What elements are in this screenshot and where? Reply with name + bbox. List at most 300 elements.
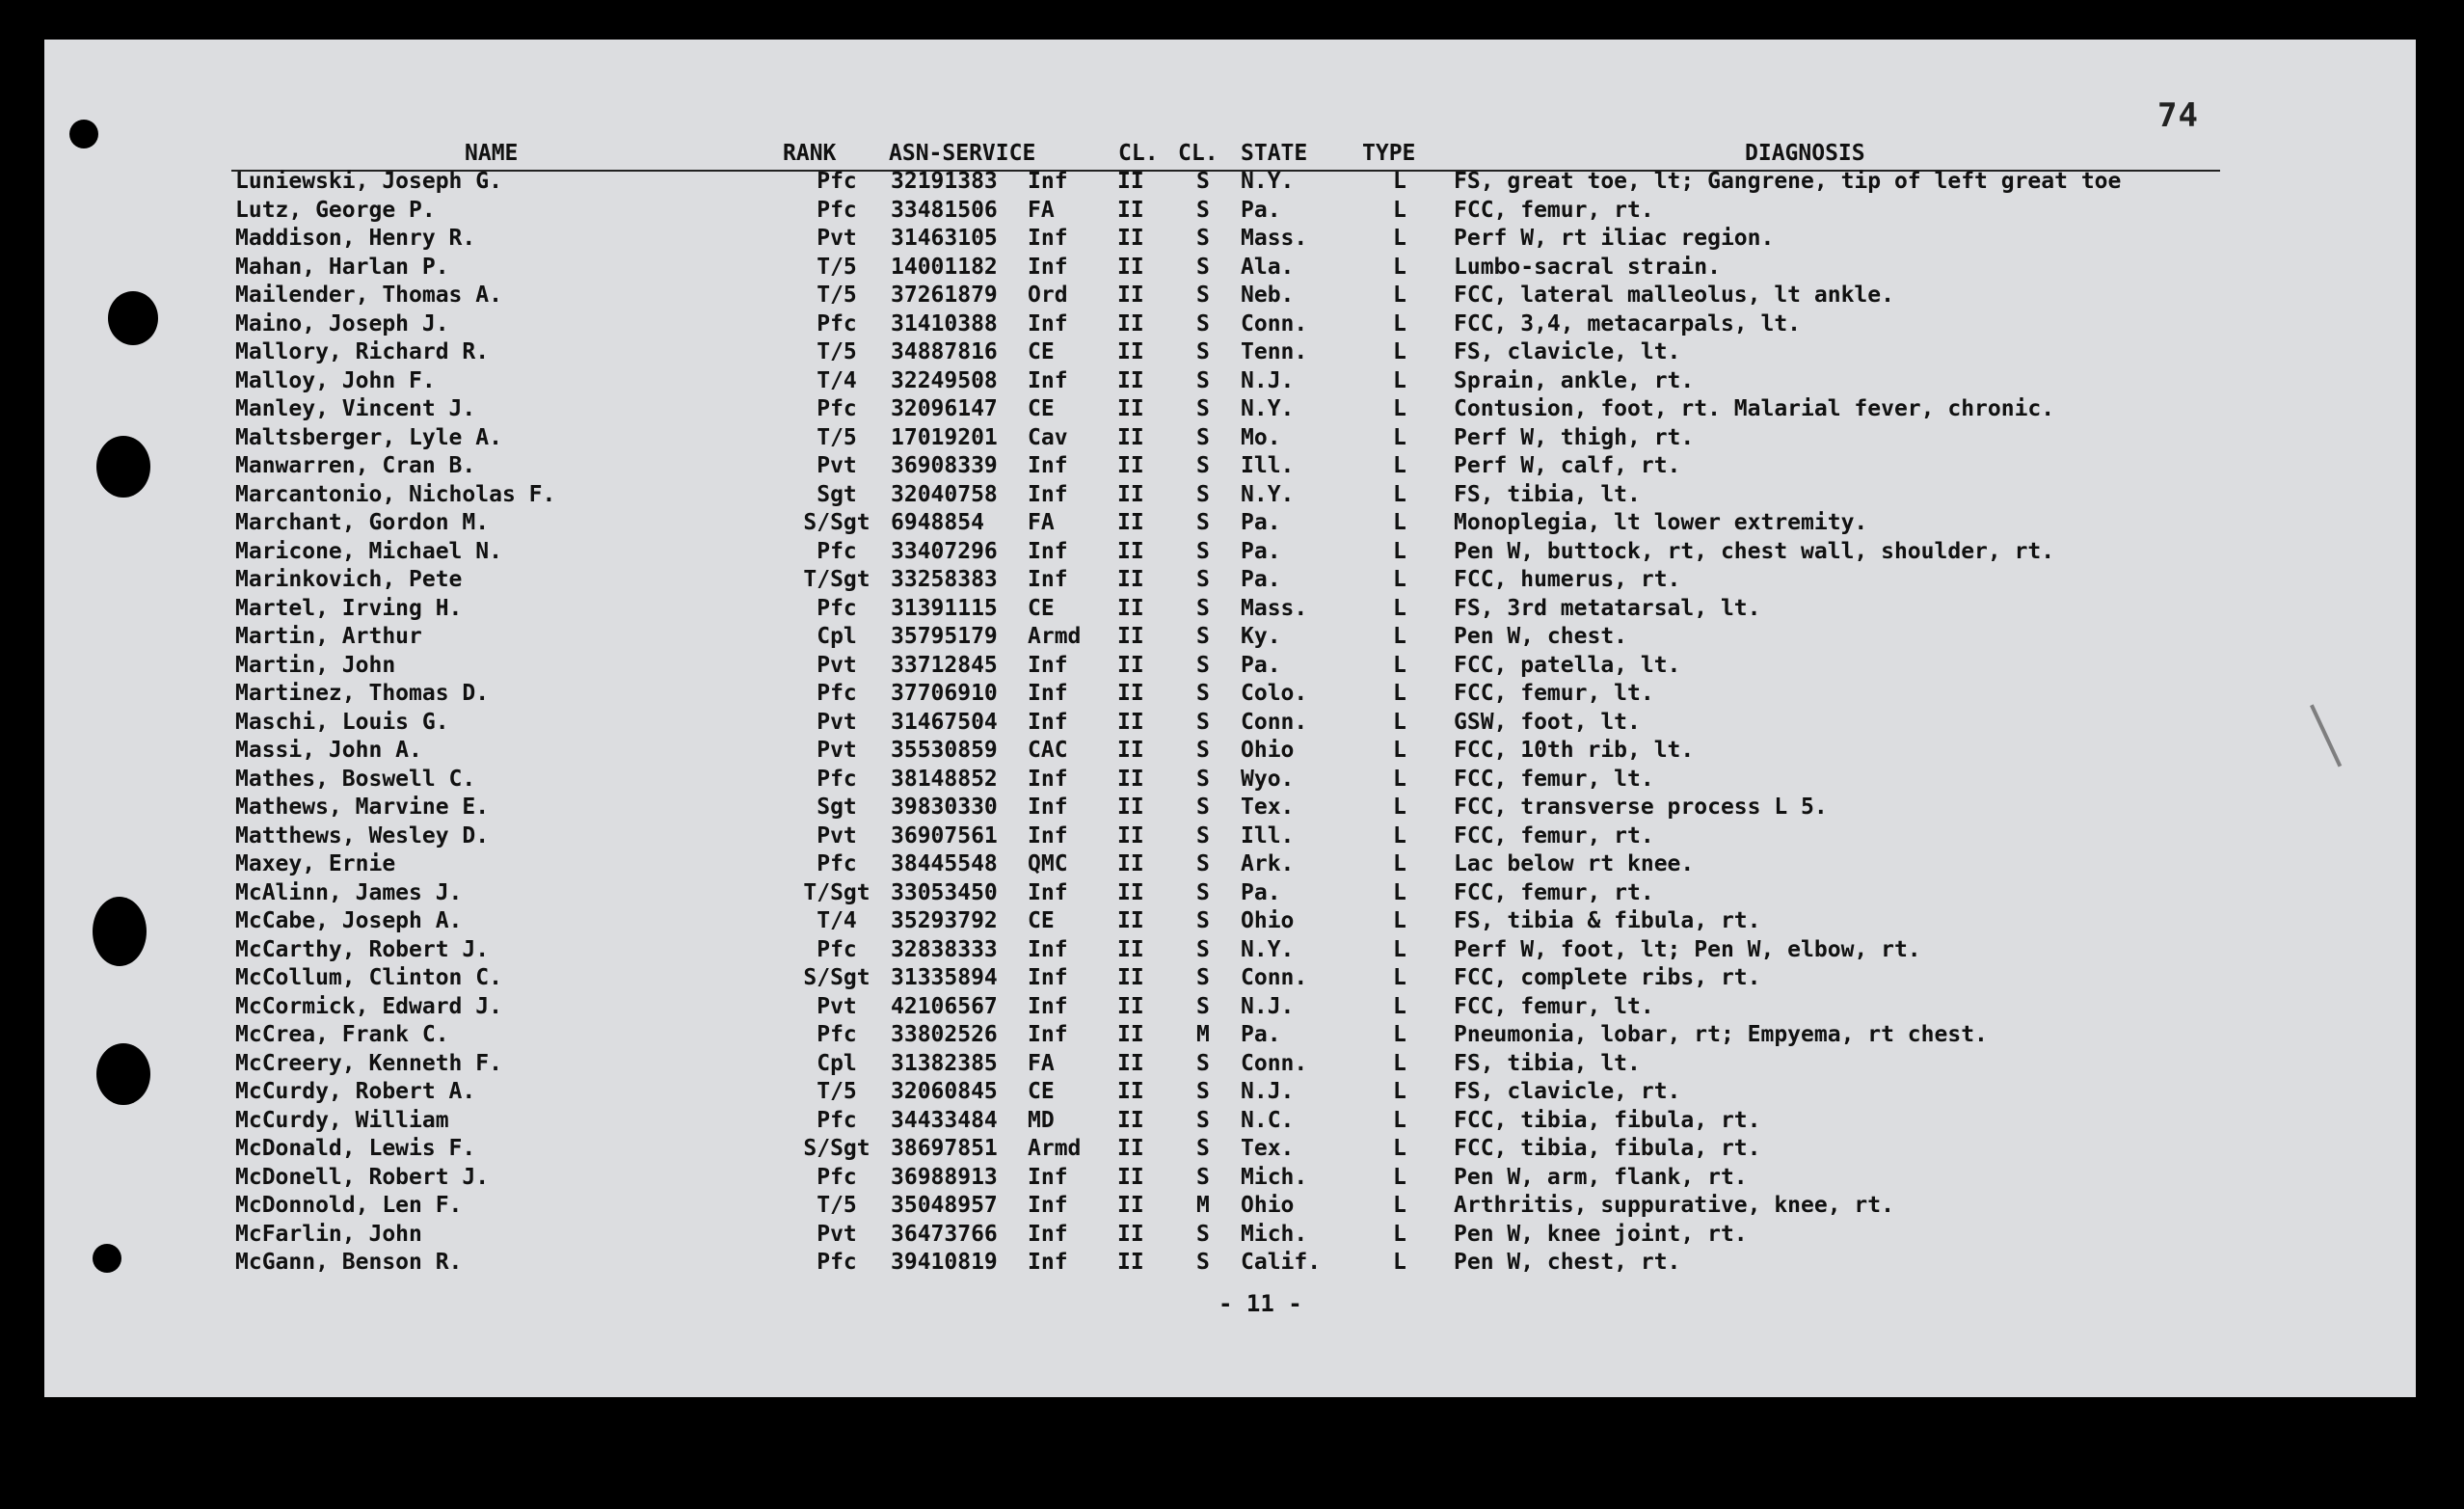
cell-diagnosis: Pen W, buttock, rt, chest wall, shoulder, rt. bbox=[1454, 538, 2055, 564]
cell-type: L bbox=[1393, 1050, 1406, 1076]
cell-rank: T/4 bbox=[817, 367, 857, 393]
table-row bbox=[0, 1021, 2464, 1050]
cell-name: Maschi, Louis G. bbox=[235, 709, 449, 735]
cell-class-1: II bbox=[1117, 510, 1144, 535]
cell-state: Ky. bbox=[1241, 624, 1281, 649]
cell-class-1: II bbox=[1117, 310, 1144, 337]
cell-name: Luniewski, Joseph G. bbox=[235, 169, 502, 194]
cell-class-1: II bbox=[1117, 396, 1144, 421]
cell-service: Inf bbox=[1028, 567, 1068, 592]
cell-name: McCollum, Clinton C. bbox=[235, 965, 502, 990]
cell-asn: 31410388 bbox=[891, 310, 998, 337]
cell-class-1: II bbox=[1117, 1107, 1144, 1133]
cell-class-1: II bbox=[1117, 254, 1144, 280]
cell-class-2: S bbox=[1196, 538, 1210, 564]
cell-asn: 14001182 bbox=[891, 254, 998, 280]
cell-asn: 17019201 bbox=[891, 424, 998, 450]
cell-diagnosis: Pen W, knee joint, rt. bbox=[1454, 1221, 1748, 1247]
cell-class-2: S bbox=[1196, 936, 1210, 962]
cell-asn: 38445548 bbox=[891, 851, 998, 876]
cell-diagnosis: FCC, complete ribs, rt. bbox=[1454, 965, 1761, 990]
cell-class-2: S bbox=[1196, 738, 1210, 763]
cell-class-1: II bbox=[1117, 851, 1144, 876]
cell-service: Inf bbox=[1028, 310, 1068, 337]
cell-name: Massi, John A. bbox=[235, 738, 422, 763]
cell-state: Conn. bbox=[1241, 965, 1308, 990]
cell-class-1: II bbox=[1117, 567, 1144, 592]
cell-type: L bbox=[1393, 908, 1406, 933]
cell-state: Ohio bbox=[1241, 1193, 1295, 1218]
cell-class-2: S bbox=[1196, 1136, 1210, 1161]
cell-diagnosis: FCC, transverse process L 5. bbox=[1454, 795, 1828, 820]
cell-class-1: II bbox=[1117, 1221, 1144, 1247]
table-row bbox=[0, 652, 2464, 681]
table-row bbox=[0, 907, 2464, 936]
cell-name: Maxey, Ernie bbox=[235, 851, 396, 876]
cell-type: L bbox=[1393, 339, 1406, 364]
cell-rank: Pfc bbox=[817, 851, 857, 876]
cell-type: L bbox=[1393, 1221, 1406, 1247]
cell-class-2: S bbox=[1196, 226, 1210, 251]
cell-asn: 39410819 bbox=[891, 1250, 998, 1275]
cell-asn: 33802526 bbox=[891, 1022, 998, 1047]
cell-type: L bbox=[1393, 1193, 1406, 1218]
cell-asn: 33481506 bbox=[891, 197, 998, 223]
cell-rank: Pvt bbox=[817, 738, 857, 763]
cell-diagnosis: Contusion, foot, rt. Malarial fever, chronic. bbox=[1454, 396, 2055, 421]
cell-name: McCurdy, William bbox=[235, 1107, 449, 1133]
cell-diagnosis: FCC, 3,4, metacarpals, lt. bbox=[1454, 310, 1802, 337]
cell-diagnosis: FCC, femur, rt. bbox=[1454, 879, 1654, 905]
cell-type: L bbox=[1393, 936, 1406, 962]
cell-class-2: S bbox=[1196, 396, 1210, 421]
cell-asn: 35795179 bbox=[891, 624, 998, 649]
cell-diagnosis: FS, clavicle, lt. bbox=[1454, 339, 1681, 364]
cell-class-2: S bbox=[1196, 367, 1210, 393]
cell-rank: Pfc bbox=[817, 1250, 857, 1275]
cell-diagnosis: FCC, femur, lt. bbox=[1454, 766, 1654, 792]
cell-name: McCurdy, Robert A. bbox=[235, 1079, 476, 1104]
cell-type: L bbox=[1393, 396, 1406, 421]
cell-state: N.J. bbox=[1241, 367, 1295, 393]
cell-service: CE bbox=[1028, 396, 1055, 421]
cell-class-2: S bbox=[1196, 310, 1210, 337]
cell-diagnosis: FS, clavicle, rt. bbox=[1454, 1079, 1681, 1104]
cell-state: N.Y. bbox=[1241, 396, 1295, 421]
table-row bbox=[0, 1135, 2464, 1164]
cell-state: Pa. bbox=[1241, 1022, 1281, 1047]
cell-service: Inf bbox=[1028, 538, 1068, 564]
cell-service: Inf bbox=[1028, 367, 1068, 393]
header-asn-service: ASN-SERVICE bbox=[889, 141, 1036, 166]
cell-name: Malloy, John F. bbox=[235, 367, 436, 393]
cell-asn: 32040758 bbox=[891, 481, 998, 507]
cell-class-1: II bbox=[1117, 1250, 1144, 1275]
cell-class-1: II bbox=[1117, 169, 1144, 194]
cell-class-1: II bbox=[1117, 1193, 1144, 1218]
cell-asn: 38697851 bbox=[891, 1136, 998, 1161]
cell-type: L bbox=[1393, 822, 1406, 849]
cell-diagnosis: FCC, femur, rt. bbox=[1454, 197, 1654, 223]
cell-diagnosis: FS, tibia, lt. bbox=[1454, 481, 1641, 507]
cell-state: Mich. bbox=[1241, 1221, 1308, 1247]
cell-type: L bbox=[1393, 652, 1406, 678]
cell-rank: Pvt bbox=[817, 453, 857, 478]
cell-rank: T/4 bbox=[817, 908, 857, 933]
header-diagnosis: DIAGNOSIS bbox=[1745, 141, 1865, 166]
table-row bbox=[0, 1164, 2464, 1193]
cell-type: L bbox=[1393, 481, 1406, 507]
cell-class-1: II bbox=[1117, 367, 1144, 393]
cell-name: Maddison, Henry R. bbox=[235, 226, 476, 251]
cell-state: Ark. bbox=[1241, 851, 1295, 876]
cell-rank: T/5 bbox=[817, 1079, 857, 1104]
header-type: TYPE bbox=[1362, 141, 1416, 166]
cell-class-2: S bbox=[1196, 709, 1210, 735]
cell-type: L bbox=[1393, 851, 1406, 876]
table-row bbox=[0, 254, 2464, 283]
cell-service: Cav bbox=[1028, 424, 1068, 450]
cell-diagnosis: Pen W, chest. bbox=[1454, 624, 1628, 649]
cell-type: L bbox=[1393, 1022, 1406, 1047]
table-row bbox=[0, 993, 2464, 1022]
cell-diagnosis: FCC, femur, lt. bbox=[1454, 993, 1654, 1019]
cell-rank: Pvt bbox=[817, 822, 857, 849]
cell-type: L bbox=[1393, 424, 1406, 450]
cell-service: Inf bbox=[1028, 169, 1068, 194]
cell-name: Maino, Joseph J. bbox=[235, 310, 449, 337]
cell-class-2: S bbox=[1196, 766, 1210, 792]
cell-name: Mailender, Thomas A. bbox=[235, 283, 502, 308]
cell-type: L bbox=[1393, 595, 1406, 621]
cell-state: Pa. bbox=[1241, 197, 1281, 223]
cell-service: Inf bbox=[1028, 226, 1068, 251]
cell-name: Martin, John bbox=[235, 652, 396, 678]
cell-name: Mahan, Harlan P. bbox=[235, 254, 449, 280]
cell-rank: S/Sgt bbox=[803, 510, 870, 535]
cell-rank: Pfc bbox=[817, 1107, 857, 1133]
cell-state: Mich. bbox=[1241, 1164, 1308, 1190]
cell-type: L bbox=[1393, 453, 1406, 478]
cell-state: Calif. bbox=[1241, 1250, 1322, 1275]
cell-asn: 32249508 bbox=[891, 367, 998, 393]
cell-diagnosis: FS, 3rd metatarsal, lt. bbox=[1454, 595, 1761, 621]
table-row bbox=[0, 168, 2464, 197]
cell-class-1: II bbox=[1117, 339, 1144, 364]
cell-type: L bbox=[1393, 254, 1406, 280]
cell-class-1: II bbox=[1117, 453, 1144, 478]
cell-service: MD bbox=[1028, 1107, 1055, 1133]
cell-name: McCreery, Kenneth F. bbox=[235, 1050, 502, 1076]
cell-type: L bbox=[1393, 567, 1406, 592]
cell-state: Ill. bbox=[1241, 453, 1295, 478]
cell-class-2: S bbox=[1196, 254, 1210, 280]
table-row bbox=[0, 680, 2464, 709]
table-row bbox=[0, 822, 2464, 851]
cell-state: N.Y. bbox=[1241, 169, 1295, 194]
cell-rank: T/5 bbox=[817, 424, 857, 450]
cell-service: CE bbox=[1028, 908, 1055, 933]
cell-rank: Pvt bbox=[817, 226, 857, 251]
cell-class-2: S bbox=[1196, 624, 1210, 649]
cell-asn: 32060845 bbox=[891, 1079, 998, 1104]
cell-class-2: S bbox=[1196, 1250, 1210, 1275]
header-rank: RANK bbox=[783, 141, 837, 166]
cell-class-1: II bbox=[1117, 1022, 1144, 1047]
cell-service: Inf bbox=[1028, 681, 1068, 706]
table-row bbox=[0, 1078, 2464, 1107]
cell-diagnosis: Perf W, rt iliac region. bbox=[1454, 226, 1775, 251]
cell-type: L bbox=[1393, 538, 1406, 564]
cell-diagnosis: FCC, femur, lt. bbox=[1454, 681, 1654, 706]
cell-rank: Pfc bbox=[817, 936, 857, 962]
cell-service: CAC bbox=[1028, 738, 1068, 763]
cell-diagnosis: FCC, femur, rt. bbox=[1454, 822, 1654, 849]
cell-rank: Pfc bbox=[817, 538, 857, 564]
cell-type: L bbox=[1393, 709, 1406, 735]
cell-class-2: S bbox=[1196, 1164, 1210, 1190]
cell-rank: S/Sgt bbox=[803, 965, 870, 990]
cell-state: Conn. bbox=[1241, 1050, 1308, 1076]
cell-service: Inf bbox=[1028, 1164, 1068, 1190]
cell-name: McAlinn, James J. bbox=[235, 879, 463, 905]
header-state: STATE bbox=[1241, 141, 1308, 166]
cell-name: Manley, Vincent J. bbox=[235, 396, 476, 421]
cell-class-1: II bbox=[1117, 1050, 1144, 1076]
cell-name: Marcantonio, Nicholas F. bbox=[235, 481, 556, 507]
cell-service: Inf bbox=[1028, 709, 1068, 735]
cell-class-1: II bbox=[1117, 283, 1144, 308]
table-row bbox=[0, 1107, 2464, 1136]
cell-asn: 42106567 bbox=[891, 993, 998, 1019]
table-row bbox=[0, 623, 2464, 652]
cell-rank: Pvt bbox=[817, 1221, 857, 1247]
table-row bbox=[0, 481, 2464, 510]
cell-asn: 31335894 bbox=[891, 965, 998, 990]
cell-name: Martinez, Thomas D. bbox=[235, 681, 490, 706]
cell-asn: 31382385 bbox=[891, 1050, 998, 1076]
cell-asn: 37706910 bbox=[891, 681, 998, 706]
cell-class-2: S bbox=[1196, 965, 1210, 990]
cell-rank: Pfc bbox=[817, 197, 857, 223]
cell-class-1: II bbox=[1117, 681, 1144, 706]
cell-service: CE bbox=[1028, 1079, 1055, 1104]
cell-class-2: S bbox=[1196, 481, 1210, 507]
cell-name: McFarlin, John bbox=[235, 1221, 422, 1247]
cell-asn: 38148852 bbox=[891, 766, 998, 792]
cell-name: McCormick, Edward J. bbox=[235, 993, 502, 1019]
cell-type: L bbox=[1393, 1250, 1406, 1275]
cell-name: Maricone, Michael N. bbox=[235, 538, 502, 564]
cell-service: CE bbox=[1028, 339, 1055, 364]
cell-class-1: II bbox=[1117, 424, 1144, 450]
cell-state: Pa. bbox=[1241, 652, 1281, 678]
cell-name: Mathes, Boswell C. bbox=[235, 766, 476, 792]
cell-service: Inf bbox=[1028, 936, 1068, 962]
table-row bbox=[0, 338, 2464, 367]
cell-class-2: S bbox=[1196, 1221, 1210, 1247]
cell-service: QMC bbox=[1028, 851, 1068, 876]
cell-rank: T/5 bbox=[817, 1193, 857, 1218]
cell-service: Inf bbox=[1028, 481, 1068, 507]
cell-service: FA bbox=[1028, 510, 1055, 535]
cell-asn: 33053450 bbox=[891, 879, 998, 905]
cell-rank: Pfc bbox=[817, 1022, 857, 1047]
cell-service: Inf bbox=[1028, 652, 1068, 678]
table-row bbox=[0, 424, 2464, 453]
cell-class-2: S bbox=[1196, 169, 1210, 194]
table-row bbox=[0, 595, 2464, 624]
cell-service: Inf bbox=[1028, 965, 1068, 990]
cell-class-2: S bbox=[1196, 1050, 1210, 1076]
cell-class-2: S bbox=[1196, 424, 1210, 450]
cell-class-2: S bbox=[1196, 993, 1210, 1019]
cell-state: Ill. bbox=[1241, 822, 1295, 849]
cell-asn: 33407296 bbox=[891, 538, 998, 564]
cell-rank: Sgt bbox=[817, 481, 857, 507]
table-row bbox=[0, 794, 2464, 822]
cell-type: L bbox=[1393, 766, 1406, 792]
cell-asn: 36988913 bbox=[891, 1164, 998, 1190]
cell-rank: Pfc bbox=[817, 595, 857, 621]
cell-diagnosis: Pen W, arm, flank, rt. bbox=[1454, 1164, 1748, 1190]
cell-name: Lutz, George P. bbox=[235, 197, 436, 223]
cell-service: FA bbox=[1028, 197, 1055, 223]
cell-state: Mass. bbox=[1241, 226, 1308, 251]
cell-class-2: S bbox=[1196, 453, 1210, 478]
cell-service: Inf bbox=[1028, 822, 1068, 849]
table-row bbox=[0, 964, 2464, 993]
cell-type: L bbox=[1393, 1136, 1406, 1161]
cell-class-1: II bbox=[1117, 936, 1144, 962]
cell-class-2: M bbox=[1196, 1022, 1210, 1047]
cell-name: Marinkovich, Pete bbox=[235, 567, 463, 592]
cell-type: L bbox=[1393, 681, 1406, 706]
cell-service: Inf bbox=[1028, 993, 1068, 1019]
cell-asn: 31467504 bbox=[891, 709, 998, 735]
cell-service: Inf bbox=[1028, 1221, 1068, 1247]
cell-diagnosis: Arthritis, suppurative, knee, rt. bbox=[1454, 1193, 1894, 1218]
cell-diagnosis: FCC, lateral malleolus, lt ankle. bbox=[1454, 283, 1894, 308]
header-cl-2: CL. bbox=[1178, 141, 1219, 166]
cell-asn: 39830330 bbox=[891, 795, 998, 820]
cell-diagnosis: FCC, tibia, fibula, rt. bbox=[1454, 1136, 1761, 1161]
cell-asn: 33712845 bbox=[891, 652, 998, 678]
cell-type: L bbox=[1393, 310, 1406, 337]
table-row bbox=[0, 310, 2464, 339]
table-row bbox=[0, 197, 2464, 226]
cell-service: FA bbox=[1028, 1050, 1055, 1076]
table-row bbox=[0, 395, 2464, 424]
cell-state: Pa. bbox=[1241, 879, 1281, 905]
cell-state: Wyo. bbox=[1241, 766, 1295, 792]
cell-type: L bbox=[1393, 283, 1406, 308]
cell-diagnosis: Perf W, foot, lt; Pen W, elbow, rt. bbox=[1454, 936, 1921, 962]
cell-service: Inf bbox=[1028, 254, 1068, 280]
header-cl-1: CL. bbox=[1118, 141, 1159, 166]
cell-state: Ohio bbox=[1241, 738, 1295, 763]
cell-class-1: II bbox=[1117, 624, 1144, 649]
cell-diagnosis: Perf W, thigh, rt. bbox=[1454, 424, 1695, 450]
cell-state: Ala. bbox=[1241, 254, 1295, 280]
cell-rank: Cpl bbox=[817, 1050, 857, 1076]
cell-class-2: S bbox=[1196, 283, 1210, 308]
cell-class-1: II bbox=[1117, 766, 1144, 792]
cell-diagnosis: GSW, foot, lt. bbox=[1454, 709, 1641, 735]
cell-type: L bbox=[1393, 1079, 1406, 1104]
cell-asn: 32838333 bbox=[891, 936, 998, 962]
cell-class-2: S bbox=[1196, 510, 1210, 535]
cell-name: McDonald, Lewis F. bbox=[235, 1136, 476, 1161]
cell-state: Pa. bbox=[1241, 567, 1281, 592]
cell-state: Conn. bbox=[1241, 709, 1308, 735]
cell-asn: 6948854 bbox=[891, 510, 984, 535]
cell-diagnosis: Monoplegia, lt lower extremity. bbox=[1454, 510, 1868, 535]
table-row bbox=[0, 936, 2464, 965]
cell-type: L bbox=[1393, 965, 1406, 990]
cell-service: Inf bbox=[1028, 795, 1068, 820]
cell-class-1: II bbox=[1117, 197, 1144, 223]
cell-name: Martin, Arthur bbox=[235, 624, 422, 649]
cell-state: Tenn. bbox=[1241, 339, 1308, 364]
cell-asn: 31391115 bbox=[891, 595, 998, 621]
table-row bbox=[0, 509, 2464, 538]
cell-class-1: II bbox=[1117, 879, 1144, 905]
cell-rank: Pfc bbox=[817, 310, 857, 337]
cell-rank: T/5 bbox=[817, 254, 857, 280]
cell-state: Colo. bbox=[1241, 681, 1308, 706]
cell-service: Inf bbox=[1028, 1022, 1068, 1047]
cell-class-2: S bbox=[1196, 822, 1210, 849]
cell-class-1: II bbox=[1117, 795, 1144, 820]
cell-asn: 36908339 bbox=[891, 453, 998, 478]
cell-asn: 31463105 bbox=[891, 226, 998, 251]
cell-name: Mallory, Richard R. bbox=[235, 339, 490, 364]
cell-rank: Pvt bbox=[817, 993, 857, 1019]
cell-state: Tex. bbox=[1241, 795, 1295, 820]
cell-type: L bbox=[1393, 510, 1406, 535]
cell-asn: 37261879 bbox=[891, 283, 998, 308]
table-row bbox=[0, 766, 2464, 795]
cell-type: L bbox=[1393, 197, 1406, 223]
cell-class-1: II bbox=[1117, 908, 1144, 933]
cell-class-2: S bbox=[1196, 879, 1210, 905]
cell-rank: Pfc bbox=[817, 169, 857, 194]
cell-diagnosis: Perf W, calf, rt. bbox=[1454, 453, 1681, 478]
cell-class-2: S bbox=[1196, 1079, 1210, 1104]
cell-asn: 35530859 bbox=[891, 738, 998, 763]
cell-type: L bbox=[1393, 226, 1406, 251]
cell-class-1: II bbox=[1117, 538, 1144, 564]
cell-state: Ohio bbox=[1241, 908, 1295, 933]
cell-service: Inf bbox=[1028, 766, 1068, 792]
cell-diagnosis: FCC, tibia, fibula, rt. bbox=[1454, 1107, 1761, 1133]
cell-class-1: II bbox=[1117, 481, 1144, 507]
page-footer: - 11 - bbox=[1219, 1290, 1302, 1317]
cell-asn: 36907561 bbox=[891, 822, 998, 849]
table-row bbox=[0, 566, 2464, 595]
cell-class-2: S bbox=[1196, 851, 1210, 876]
cell-class-1: II bbox=[1117, 822, 1144, 849]
table-row bbox=[0, 709, 2464, 738]
cell-class-1: II bbox=[1117, 652, 1144, 678]
table-row bbox=[0, 737, 2464, 766]
cell-type: L bbox=[1393, 993, 1406, 1019]
table-row bbox=[0, 452, 2464, 481]
cell-class-1: II bbox=[1117, 965, 1144, 990]
cell-state: Mass. bbox=[1241, 595, 1308, 621]
cell-service: Inf bbox=[1028, 1250, 1068, 1275]
